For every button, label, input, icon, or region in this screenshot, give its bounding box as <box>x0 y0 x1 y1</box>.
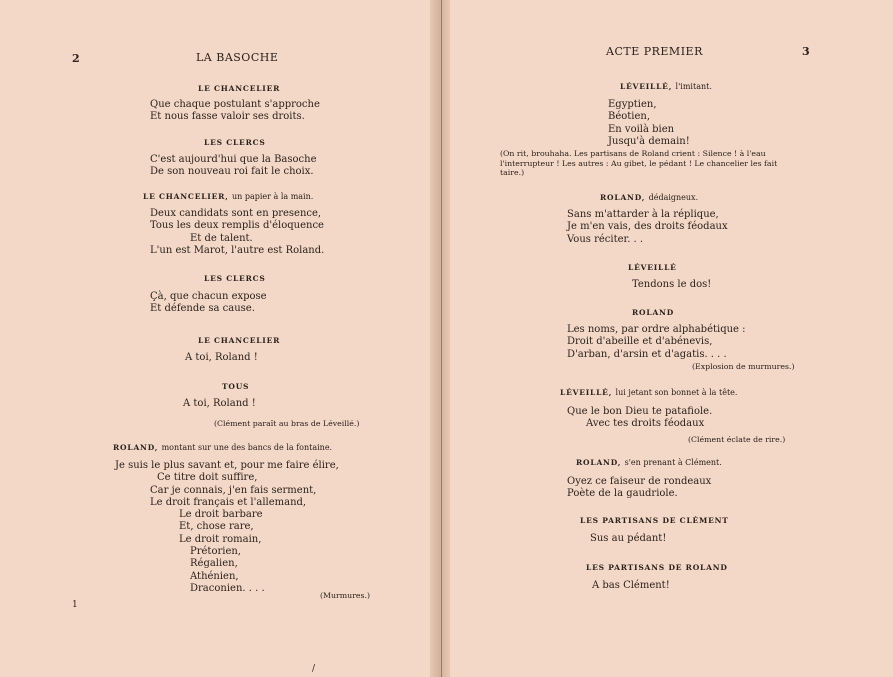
verse-block <box>150 154 317 179</box>
verse-block <box>567 209 728 246</box>
verse-line: Et nous fasse valoir ses droits. <box>150 111 305 123</box>
verse-block <box>150 208 324 257</box>
verse-line: Sans m'attarder à la réplique, <box>567 209 719 220</box>
verse-line: Çà, que chacun expose <box>150 291 267 302</box>
verse-line: Et de talent. <box>190 232 253 244</box>
verse-line: C'est aujourd'hui que la Basoche <box>150 154 317 165</box>
verse-line: Les noms, par ordre alphabétique : <box>567 324 746 335</box>
verse-line: Le droit barbare <box>179 509 263 521</box>
verse-block <box>183 398 256 410</box>
stage-direction-inline: un papier à la main. <box>231 192 314 201</box>
verse-block <box>632 279 711 291</box>
book-gutter <box>430 0 450 677</box>
stage-direction-inline: lui jetant son bonnet à la tête. <box>615 388 738 397</box>
speaker-name: ROLAND, <box>113 443 159 452</box>
verse-line: Prétorien, <box>190 546 241 558</box>
verse-line: A toi, Roland ! <box>185 352 258 363</box>
speaker-name: TOUS <box>222 382 250 391</box>
right-page <box>452 0 893 677</box>
verse-line: Droit d'abeille et d'abénevis, <box>567 336 713 348</box>
verse-block <box>592 580 670 592</box>
speaker-name: LE CHANCELIER, <box>143 192 229 201</box>
page-number: 2 <box>72 52 80 65</box>
verse-line: Car je connais, j'en fais serment, <box>150 484 317 496</box>
stage-direction: (On rit, brouhaha. Les partisans de Roland crient : Silence ! à l'eau l'interrupteur ! Les autres : Au gibet, le pédant ! Le chancelier les fait taire.) <box>500 149 778 177</box>
verse-line: Ce titre doit suffire, <box>157 472 258 484</box>
verse-line: Egyptien, <box>608 99 657 110</box>
stage-direction: (Murmures.) <box>320 591 371 600</box>
running-head: ACTE PREMIER <box>606 45 703 58</box>
verse-line: Je suis le plus savant et, pour me faire élire, <box>115 460 339 471</box>
speaker-heading <box>576 458 722 467</box>
verse-line: A bas Clément! <box>592 580 670 591</box>
stage-direction: (Clément éclate de rire.) <box>688 435 786 444</box>
verse-line: Avec tes droits féodaux <box>586 418 705 430</box>
stage-direction: (Explosion de murmures.) <box>692 362 795 371</box>
verse-line: Que chaque postulant s'approche <box>150 99 320 110</box>
verse-block <box>567 324 746 361</box>
verse-line: A toi, Roland ! <box>183 398 256 409</box>
verse-line: Draconien. . . . <box>190 582 265 594</box>
verse-line: Le droit romain, <box>179 533 262 545</box>
speaker-name: LÉVEILLÉ, <box>560 388 613 397</box>
verse-line: Béotien, <box>608 111 651 123</box>
speaker-name: LES CLERCS <box>204 274 266 283</box>
speaker-heading <box>113 443 332 452</box>
speaker-name: LE CHANCELIER <box>198 84 281 93</box>
verse-line: Et défende sa cause. <box>150 303 255 315</box>
speaker-name: LES CLERCS <box>204 138 266 147</box>
speaker-heading <box>600 193 698 202</box>
verse-block <box>567 476 711 501</box>
verse-block <box>590 533 666 545</box>
verse-line: Athénien, <box>190 570 239 582</box>
stage-direction-inline: s'en prenant à Clément. <box>624 458 722 467</box>
verse-block <box>567 406 712 431</box>
left-page <box>0 0 430 677</box>
printer-mark: 1 <box>72 600 78 610</box>
verse-block <box>150 99 320 124</box>
verse-line: En voilà bien <box>608 123 675 135</box>
verse-line: Oyez ce faiseur de rondeaux <box>567 476 712 487</box>
printer-mark: / <box>312 664 316 674</box>
verse-line: Jusqu'à demain! <box>608 135 690 147</box>
verse-line: Tous les deux remplis d'éloquence <box>150 220 324 232</box>
speaker-heading <box>560 388 737 397</box>
speaker-name: LÉVEILLÉ, <box>620 82 673 91</box>
stage-direction: (Clément paraît au bras de Léveillé.) <box>214 419 360 428</box>
verse-line: Que le bon Dieu te patafiole. <box>567 406 713 417</box>
gutter-fold-line <box>441 0 442 677</box>
stage-direction-inline: dédaigneux. <box>648 193 699 202</box>
speaker-name: ROLAND, <box>576 458 622 467</box>
verse-line: Tendons le dos! <box>632 279 712 290</box>
verse-line: Deux candidats sont en presence, <box>150 208 322 219</box>
speaker-name: ROLAND <box>632 308 675 317</box>
speaker-name: LES PARTISANS DE ROLAND <box>586 563 728 572</box>
verse-line: Poète de la gaudriole. <box>567 488 678 500</box>
verse-line: Je m'en vais, des droits féodaux <box>567 221 728 233</box>
speaker-name: LES PARTISANS DE CLÉMENT <box>580 516 729 525</box>
verse-line: L'un est Marot, l'autre est Roland. <box>150 244 325 256</box>
verse-line: Et, chose rare, <box>179 521 254 533</box>
verse-line: Sus au pédant! <box>590 533 667 544</box>
speaker-heading <box>143 192 313 201</box>
verse-line: De son nouveau roi fait le choix. <box>150 166 314 178</box>
stage-direction-inline: montant sur une des bancs de la fontaine. <box>161 443 333 452</box>
speaker-name: LE CHANCELIER <box>198 336 281 345</box>
verse-block <box>185 352 258 364</box>
running-head: LA BASOCHE <box>196 51 279 64</box>
speaker-name: ROLAND, <box>600 193 646 202</box>
verse-line: Régalien, <box>190 558 238 570</box>
page-number: 3 <box>802 45 810 58</box>
verse-block <box>608 99 690 148</box>
verse-line: D'arban, d'arsin et d'agatis. . . . <box>567 348 727 360</box>
verse-line: Vous réciter. . . <box>567 233 644 245</box>
verse-block <box>115 460 339 595</box>
speaker-heading <box>620 82 712 91</box>
verse-line: Le droit français et l'allemand, <box>150 496 307 508</box>
verse-block <box>150 291 267 316</box>
speaker-name: LÉVEILLÉ <box>628 263 677 272</box>
stage-direction-inline: l'imitant. <box>675 82 712 91</box>
